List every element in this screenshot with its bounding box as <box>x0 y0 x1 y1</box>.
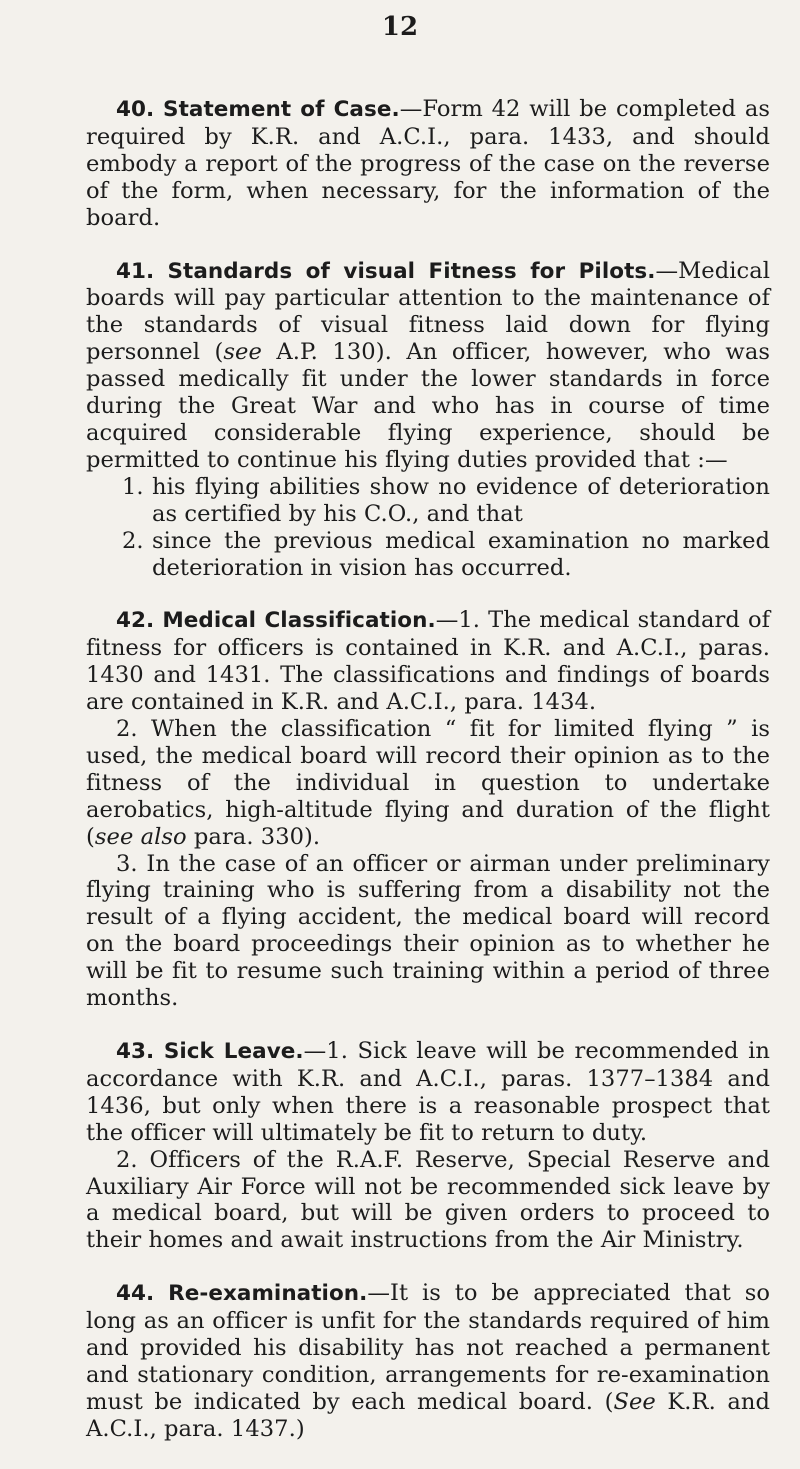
section-heading: Medical Classification. <box>162 608 436 634</box>
section-number: 42. <box>116 608 155 634</box>
section-number: 43. <box>116 1039 155 1064</box>
paragraph <box>86 258 770 474</box>
section-heading: Re-examination. <box>168 1281 368 1307</box>
section-heading: Sick Leave. <box>163 1039 304 1064</box>
see-reference: see <box>223 339 262 366</box>
section-40 <box>86 96 770 232</box>
page-number: 12 <box>381 12 419 42</box>
section-text: 2. Officers of the R.A.F. Reserve, Special Reserve and Auxiliary Air Force will not be recommended sick leave by a medical board, but will be given orders to proceed to their homes and await instructions from the Air Ministry. <box>86 1146 770 1254</box>
see-reference: see also <box>94 823 187 850</box>
section-text: —Form 42 will be completed as required by K.R. and A.C.I., para. 1433, and should embody a report of the progress of the case on the reverse of the form, when necessary, for the information of the board. <box>86 96 771 231</box>
section-number: 40. <box>116 97 155 122</box>
section-text: 2. When the classification “ fit for limited flying ” is used, the medical board will record their opinion as to the fitness of the individual in question to undertake aerobatics, high-altitude flying and duration of the flight ( <box>86 716 770 850</box>
section-number: 41. <box>116 258 155 284</box>
paragraph <box>86 607 770 716</box>
section-41 <box>86 258 770 582</box>
list-text: his flying abilities show no evidence of deterioration as certified by his C.O., and that <box>152 473 770 527</box>
section-text: —1. The medical standard of fitness for officers is contained in K.R. and A.C.I., paras. 1430 and 1431. The classifications and findings of boards are contained in K.R. and A.C.I., para. 1434. <box>86 607 771 716</box>
document-body <box>86 96 770 1469</box>
section-text: K.R. and A.C.I., para. 1437.) <box>86 1388 771 1442</box>
paragraph <box>86 1280 770 1442</box>
list-number: 2. <box>122 527 144 554</box>
section-text: para. 330). <box>186 823 321 850</box>
section-heading: Statement of Case. <box>163 97 400 122</box>
paragraph <box>86 716 770 851</box>
section-44 <box>86 1280 770 1442</box>
section-number: 44. <box>116 1281 155 1307</box>
section-text: A.P. 130). An officer, however, who was passed medically fit under the lower standards in force during the Great War and who has in course of time acquired considerable flying experience, should be permitted to continue his flying duties provided that :— <box>86 339 770 473</box>
paragraph <box>86 851 770 1012</box>
paragraph <box>86 96 770 232</box>
list-item <box>122 528 770 582</box>
list-text: since the previous medical examination no marked deterioration in vision has occurred. <box>152 527 770 581</box>
paragraph <box>86 1147 770 1255</box>
paragraph <box>86 1038 770 1147</box>
section-heading: Standards of visual Fitness for Pilots. <box>167 258 656 284</box>
section-text: —Medical boards will pay particular attention to the maintenance of the standards of visual fitness laid down for flying personnel ( <box>86 257 771 366</box>
section-42 <box>86 607 770 1012</box>
list-number: 1. <box>122 473 144 500</box>
see-reference: See <box>613 1388 656 1415</box>
section-text: —It is to be appreciated that so long as an officer is unfit for the standards required of him and provided his disability has not reached a permanent and stationary condition, arrangements for re-examination must be indicated by each medical board. ( <box>86 1280 771 1415</box>
section-text: 3. In the case of an officer or airman under preliminary flying training who is suffering from a disability not the result of a flying accident, the medical board will record on the board proceedings their opinion as to whether he will be fit to resume such training within a period of three months. <box>86 850 770 1012</box>
section-text: —1. Sick leave will be recommended in accordance with K.R. and A.C.I., paras. 1377–1384 and 1436, but only when there is a reasonable prospect that the officer will ultimately be fit to return to duty. <box>86 1038 771 1146</box>
section-43 <box>86 1038 770 1254</box>
list-item <box>122 474 770 528</box>
